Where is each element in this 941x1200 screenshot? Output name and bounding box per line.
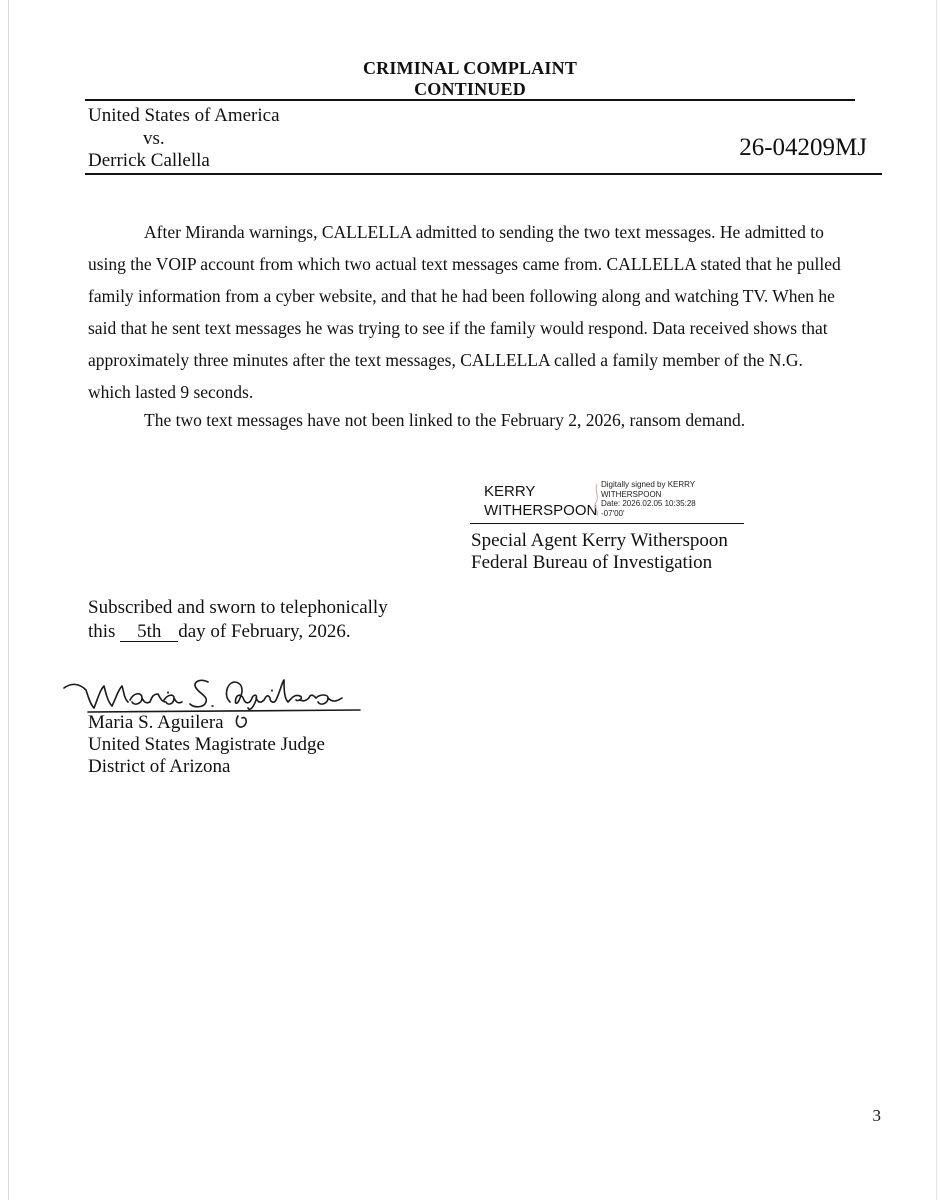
oath-day-suffix: day of February, 2026. <box>178 621 351 642</box>
agent-agency: Federal Bureau of Investigation <box>471 552 713 573</box>
paragraph-1-line: family information from a cyber website, and that he had been following along and watching TV. When he <box>88 286 835 306</box>
caption-bottom-rule <box>85 173 882 175</box>
digital-signature <box>484 480 744 522</box>
dsig-detail-line: Date: 2026.02.05 10:35:28 <box>601 499 696 508</box>
oath-line-2 <box>88 621 351 643</box>
oath-this: this <box>88 621 116 642</box>
paragraph-1-line: said that he sent text messages he was trying to see if the family would respond. Data received shows that <box>88 318 828 338</box>
caption-plaintiff: United States of America <box>88 105 280 126</box>
agent-signature-line <box>470 523 744 524</box>
title-line-1: CRIMINAL COMPLAINT <box>362 58 578 78</box>
dsig-name-line-2: WITHERSPOON <box>484 502 598 519</box>
paragraph-1-line: After Miranda warnings, CALLELLA admitted to sending the two text messages. He admitted to <box>144 222 824 242</box>
caption-vs: vs. <box>143 128 165 149</box>
paragraph-2-text: The two text messages have not been linked to the February 2, 2026, ransom demand. <box>144 410 746 430</box>
title-line-2: CONTINUED <box>414 79 526 99</box>
page-left-edge <box>8 0 9 1200</box>
case-number: 26-04209MJ <box>739 134 867 161</box>
complaint-body-continued <box>88 248 868 408</box>
agent-name: Special Agent Kerry Witherspoon <box>471 530 728 551</box>
caption-defendant: Derrick Callella <box>88 150 210 171</box>
paragraph-1-line: using the VOIP account from which two actual text messages came from. CALLELLA stated that he pulled <box>88 254 841 274</box>
paragraph-1-line: which lasted 9 seconds. <box>88 382 254 402</box>
caption-top-rule <box>85 99 855 101</box>
complaint-body <box>88 216 868 248</box>
page-right-edge <box>936 0 937 1200</box>
digital-signature-name <box>484 482 597 520</box>
paragraph-2 <box>88 404 868 436</box>
document-title <box>320 58 620 100</box>
page-number: 3 <box>872 1106 881 1125</box>
digital-signature-details <box>601 480 741 518</box>
oath-line-1: Subscribed and sworn to telephonically <box>88 597 388 618</box>
paragraph-1-line: approximately three minutes after the text messages, CALLELLA called a family member of the N.G. <box>88 350 803 370</box>
dsig-name-line-1: KERRY <box>484 483 536 500</box>
dsig-detail-line: -07'00' <box>601 508 625 518</box>
judge-name: Maria S. Aguilera <box>88 712 224 733</box>
oath-day-value: 5th <box>120 623 178 642</box>
dsig-detail-line: WITHERSPOON <box>601 489 662 499</box>
judge-title: United States Magistrate Judge <box>88 734 325 755</box>
dsig-detail-line: Digitally signed by KERRY <box>601 480 696 489</box>
paragraph-1 <box>88 216 868 248</box>
judge-district: District of Arizona <box>88 756 231 777</box>
